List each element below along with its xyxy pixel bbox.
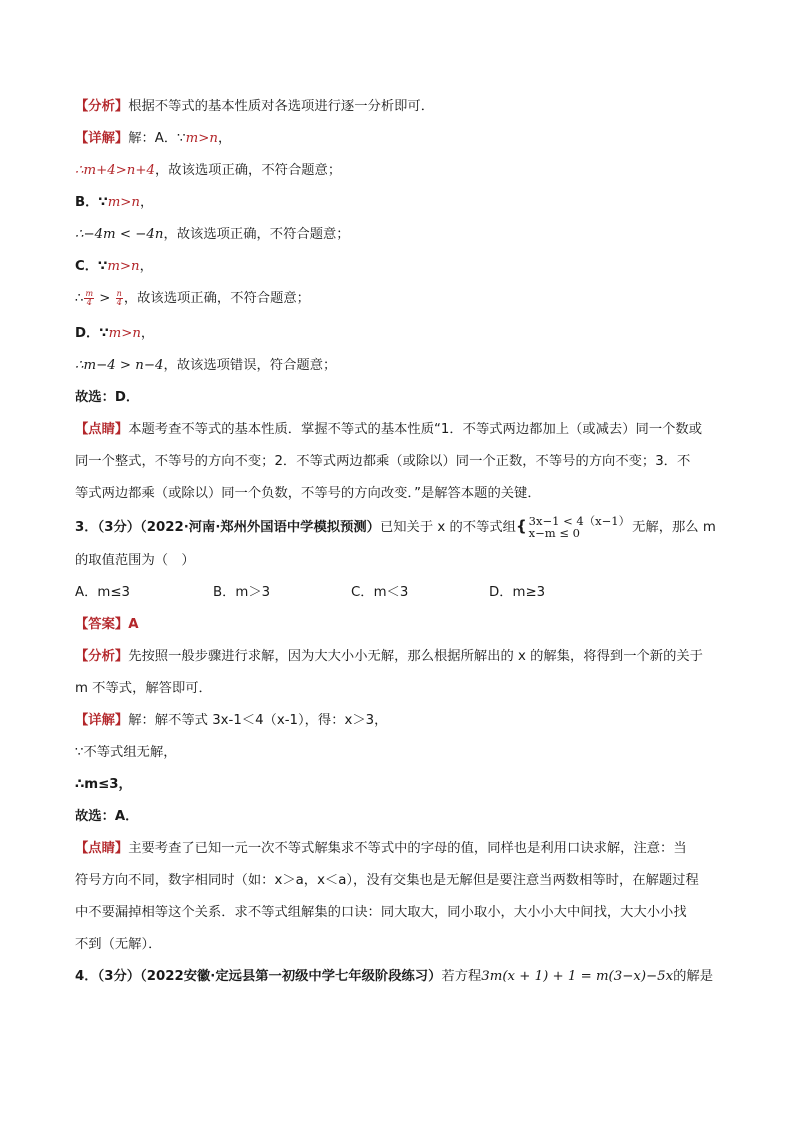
q3-option-a: A．m≤3 [75,585,130,600]
option-d-condition: m>n [108,326,141,341]
inequality-2: x−m ≤ 0 [528,526,580,540]
comment-tag: 【点睛】 [75,422,129,437]
fraction-denominator: 4 [86,297,92,307]
detail-lead: 解：A．∵ [128,131,186,146]
option-b-label: B．∵ [75,195,108,210]
q4-source: （2022安徽·定远县第一初级中学七年级阶段练习） [140,969,442,984]
option-c-label: C．∵ [75,259,108,274]
inequality-1: 3x−1 < 4（x−1） [528,514,631,528]
option-b-result-line [75,224,725,245]
q3-comment-text: 主要考查了已知一元一次不等式解集求不等式中的字母的值，同样也是利用口诀求解，注意：当 [128,841,687,856]
q3-detail-text: ∵不等式组无解， [75,745,177,760]
option-b-condition: m>n [107,195,141,210]
q3-comment-text: 不到（无解）． [75,937,162,952]
q3-choose: 故选：A． [75,809,139,824]
q3-comment-line-4 [75,934,725,955]
option-b-result-tail: ，故该选项正确，不符合题意； [163,227,350,242]
analysis-line [75,96,725,117]
q3-option-b: B．m＞3 [213,585,271,600]
q4-equation: 3m(x + 1) + 1 = m(3−x)−5x [481,969,674,984]
analysis-text: 根据不等式的基本性质对各选项进行逐一分析即可． [128,99,435,114]
option-a-result-tail: ，故该选项正确，不符合题意； [154,163,342,178]
option-d-result: ∴m−4 > n−4 [75,358,164,373]
q2-choose: 故选：D． [75,390,140,405]
q3-detail-line-2 [75,742,725,763]
detail-tag: 【详解】 [75,131,129,146]
detail-line [75,128,725,149]
q4-stem-text: 若方程 [441,969,482,984]
q3-detail-line-3 [75,774,725,795]
option-c-result-line [75,288,725,312]
q3-answer-line [75,614,725,635]
option-c-result-prefix: ∴ [75,291,84,306]
q3-choose-line [75,806,725,827]
option-b-condition-line: B．∵m>n， [75,195,154,210]
q3-comment-text: 中不要漏掉相等这个关系．求不等式组解集的口诀：同大取大，同小取小，大小小大中间找，大大小小找 [75,905,687,920]
option-a-condition-tail: ， [217,131,232,146]
option-d-result-line [75,355,725,376]
option-c-condition-line: C．∵m>n， [75,259,153,274]
fraction-denominator: 4 [116,297,122,307]
q3-comment-text: 符号方向不同，数字相同时（如：x＞a，x＜a），没有交集也是无解但是要注意当两数相等时，在解题过程 [75,873,699,888]
q2-comment-line-3 [75,483,725,504]
q2-choose-line [75,387,725,408]
q2-comment-line-1 [75,419,725,440]
q2-comment-line-2 [75,451,725,472]
option-a-condition: m>n [185,131,218,146]
answer-tag: 【答案】 [75,617,129,632]
q4-number: 4．（3分） [75,969,141,984]
inequality-system [529,515,630,539]
option-a-result-line [75,160,725,181]
q4-stem-tail: 的解是 [673,969,714,984]
option-d-result-tail: ，故该选项错误，符合题意； [163,358,337,373]
analysis-tag: 【分析】 [75,649,129,664]
fraction-n-over-4 [116,290,123,307]
option-a-result: ∴m+4>n+4 [75,163,155,178]
q3-detail-text: 解：解不等式 3x-1＜4（x-1），得：x＞3， [128,713,388,728]
q3-detail-text: ∴m≤3， [75,777,132,792]
q3-number: 3．（3分） [75,520,141,535]
option-c-condition: m>n [107,259,140,274]
q3-analysis-line-1 [75,646,725,667]
document-content [75,96,725,998]
q3-option-d: D．m≥3 [489,585,546,600]
q4-stem-line-1 [75,966,725,987]
q2-comment-text: 等式两边都乘（或除以）同一个负数，不等号的方向改变．”是解答本题的关键． [75,486,541,501]
q3-answer: A [128,617,139,632]
q3-source: （2022·河南·郑州外国语中学模拟预测） [140,520,380,535]
q3-comment-line-2 [75,870,725,891]
q3-stem-line-1 [75,515,725,539]
q3-option-c: C．m＜3 [351,585,409,600]
q3-detail-line-1 [75,710,725,731]
q3-stem-text: 已知关于 x 的不等式组 [379,520,516,535]
q3-stem-line-2 [75,550,725,571]
q2-comment-text: 本题考查不等式的基本性质．掌握不等式的基本性质“1．不等式两边都加上（或减去）同一个数或 [128,422,703,437]
option-d-condition-line: D．∵m>n， [75,326,155,341]
option-d-label: D．∵ [75,326,109,341]
q3-comment-line-1 [75,838,725,859]
detail-tag: 【详解】 [75,713,129,728]
q2-comment-text: 同一个整式，不等号的方向不变；2．不等式两边都乘（或除以）同一个正数，不等号的方向不变；3．不 [75,454,691,469]
q3-analysis-line-2 [75,678,725,699]
q3-comment-line-3 [75,902,725,923]
option-c-result-tail: ，故该选项正确，不符合题意； [123,291,310,306]
analysis-tag: 【分析】 [75,99,129,114]
q3-stem-line-2-text: 的取值范围为（ ） [75,553,195,568]
q3-analysis-text: 先按照一般步骤进行求解，因为大大小小无解，那么根据所解出的 x 的解集，将得到一个新的关于 [128,649,703,664]
q3-options [75,582,725,603]
fraction-m-over-4 [84,290,94,307]
q3-stem-tail: 无解，那么 m [632,520,716,535]
greater-than-sign: > [95,291,115,306]
q3-analysis-text: m 不等式，解答即可． [75,681,212,696]
option-b-result: ∴−4m < −4n [75,227,164,242]
fraction-numerator: n [116,288,122,298]
comment-tag: 【点睛】 [75,841,129,856]
brace-icon: { [515,517,527,535]
fraction-numerator: m [85,288,94,298]
